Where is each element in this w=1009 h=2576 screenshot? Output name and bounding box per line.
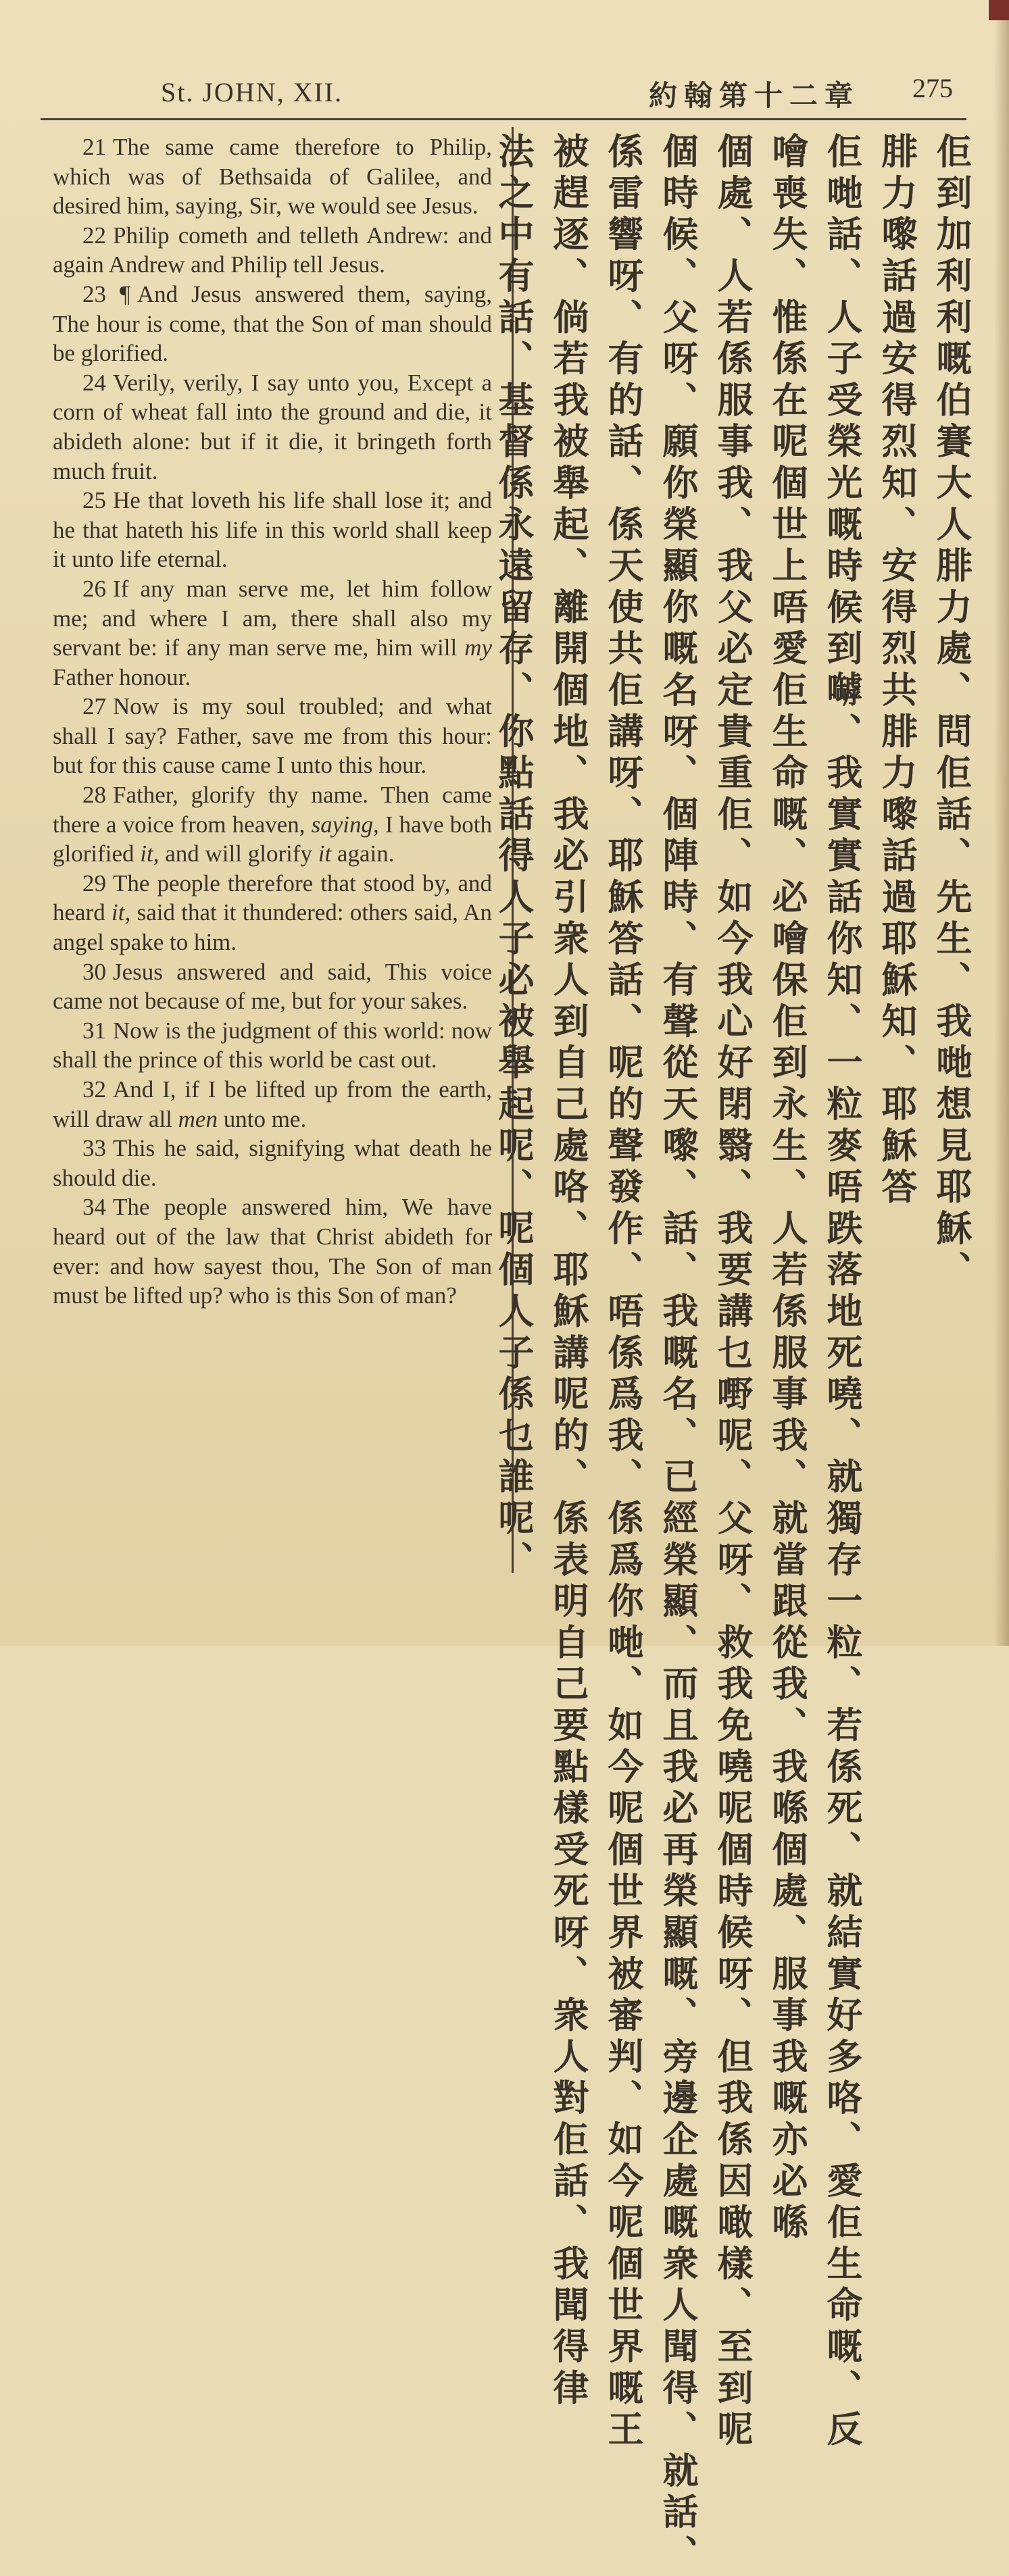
verse-text: Father, glorify thy name. Then came there a voice from heaven,: [53, 782, 492, 838]
verse-0: [53, 132, 492, 221]
verse-text: Now is the judgment of this world: now shall the prince of this world be cast out.: [53, 1017, 492, 1074]
verse-number: 23 ¶: [82, 280, 130, 307]
verse-text: and will glorify: [159, 840, 318, 867]
verse-number: 32: [82, 1076, 106, 1103]
running-header: [41, 64, 966, 120]
verse-text: Now is my soul troubled; and what shall I say? Father, save me from this hour: but for this cause came I unto this hour.: [53, 693, 492, 779]
verse-13: [53, 1192, 492, 1310]
running-title-chinese: 約翰第十二章: [649, 79, 860, 112]
chinese-column-5: 個時候、父呀、願你榮顯你嘅名呀、個陣時、有聲從天嚟、話、我嘅名、已經榮顯、而且我必再榮顯嘅、旁邊企處嘅衆人聞得、就話、: [657, 132, 698, 2576]
verse-number: 21: [82, 134, 106, 160]
verse-number: 34: [82, 1194, 106, 1221]
chinese-column-4: 個處、人若係服事我、我父必定貴重佢、如今我心好閉翳、我要講乜嘢呢、父呀、救我免嘵呢個時候呀、但我係因噉樣、至到呢: [712, 132, 753, 2452]
verse-text: it,: [112, 899, 131, 926]
verse-1: [53, 221, 492, 280]
verse-number: 22: [82, 222, 106, 249]
verse-4: [53, 486, 492, 574]
chinese-text-column: [493, 132, 974, 2576]
verse-text: Philip cometh and telleth Andrew: and again Andrew and Philip tell Jesus.: [53, 222, 492, 278]
verse-text: The same came therefore to Philip, which was of Bethsaida of Galilee, and desired him, saying, Sir, we would see Jesus.: [53, 134, 492, 220]
verse-text: unto me.: [217, 1105, 307, 1132]
verse-text: saying,: [311, 811, 379, 838]
verse-text: And I, if I be lifted up from the earth, will draw all: [53, 1076, 492, 1132]
chinese-column-8: 法之中有話、基督係永遠留存、你點話得人子必被舉起呢、呢個人子係乜誰呢、: [493, 132, 534, 1582]
verse-text: men: [178, 1105, 218, 1132]
verse-text: said that it thundered: others said, An angel spake to him.: [53, 899, 492, 956]
chinese-column-7: 被趕逐、倘若我被舉起、離開個地、我必引衆人到自己處咯、耶穌講呢的、係表明自己要點樣受死呀、衆人對佢話、我聞得律: [547, 132, 589, 2410]
verse-number: 25: [82, 487, 106, 514]
verse-7: [53, 780, 492, 869]
verse-number: 28: [82, 782, 106, 809]
page-edge-shadow: [994, 0, 1009, 1646]
verse-text: The people therefore that stood by, and heard: [53, 869, 492, 926]
chinese-column-0: 佢到加利利嘅伯賽大人腓力處、問佢話、先生、我哋想見耶穌、: [931, 132, 972, 1292]
verse-number: 30: [82, 958, 106, 985]
verse-text: Verily, verily, I say unto you, Except a corn of wheat fall into the ground and die, it abideth alone: but if it die, it bringeth forth much fruit.: [53, 369, 492, 484]
english-text-column: [53, 132, 492, 1578]
chinese-column-2: 佢哋話、人子受榮光嘅時候到嚹、我實實話你知、一粒麥唔跌落地死嘵、就獨存一粒、若係死、就結實好多咯、愛佢生命嘅、反: [821, 132, 862, 2452]
verse-number: 29: [82, 869, 106, 896]
verse-6: [53, 692, 492, 780]
page-number: 275: [912, 73, 953, 103]
verse-3: [53, 368, 492, 486]
running-title-english: St. JOHN, XII.: [161, 77, 343, 107]
page-corner-mark: [989, 0, 1009, 20]
verse-text: it,: [140, 840, 159, 867]
verse-text: This he said, signifying what death he should die.: [53, 1135, 492, 1191]
verse-text: Jesus answered and said, This voice came not because of me, but for your sakes.: [53, 958, 492, 1015]
verse-2: [53, 280, 492, 368]
verse-10: [53, 1016, 492, 1075]
verse-number: 24: [82, 369, 106, 396]
verse-9: [53, 957, 492, 1016]
verse-number: 33: [82, 1135, 106, 1162]
verse-number: 27: [82, 693, 106, 720]
verse-text: again.: [331, 840, 395, 867]
verse-text: And Jesus answered them, saying, The hour is come, that the Son of man should be glorified.: [53, 280, 492, 367]
verse-11: [53, 1075, 492, 1134]
verse-12: [53, 1134, 492, 1192]
verse-text: I have both glorified: [53, 811, 492, 867]
chinese-column-1: 腓力嚟話過安得烈知、安得烈共腓力嚟話過耶穌知、耶穌答: [876, 132, 917, 1209]
chinese-column-6: 係雷響呀、有的話、係天使共佢講呀、耶穌答話、呢的聲發作、唔係爲我、係爲你哋、如今呢個世界被審判、如今呢個世界嘅王: [602, 132, 643, 2452]
verse-5: [53, 574, 492, 692]
verse-text: it: [318, 840, 332, 867]
verse-text: He that loveth his life shall lose it; and he that hateth his life in this world shall keep it unto life eternal.: [53, 487, 492, 573]
verse-text: The people answered him, We have heard out of the law that Christ abideth for ever: and how sayest thou, The Son of man must be lifted up? who is this Son of man?: [53, 1194, 492, 1309]
chinese-column-3: 噲喪失、惟係在呢個世上唔愛佢生命嘅、必噲保佢到永生、人若係服事我、就當跟從我、我喺個處、服事我嘅亦必喺: [766, 132, 808, 2245]
verse-8: [53, 869, 492, 957]
verse-text: Father honour.: [53, 663, 191, 690]
verse-number: 26: [82, 575, 106, 602]
verse-text: If any man serve me, let him follow me; and where I am, there shall also my servant be: if any man serve me, him will: [53, 575, 492, 661]
verse-text: my: [464, 634, 492, 661]
verse-number: 31: [82, 1017, 106, 1044]
